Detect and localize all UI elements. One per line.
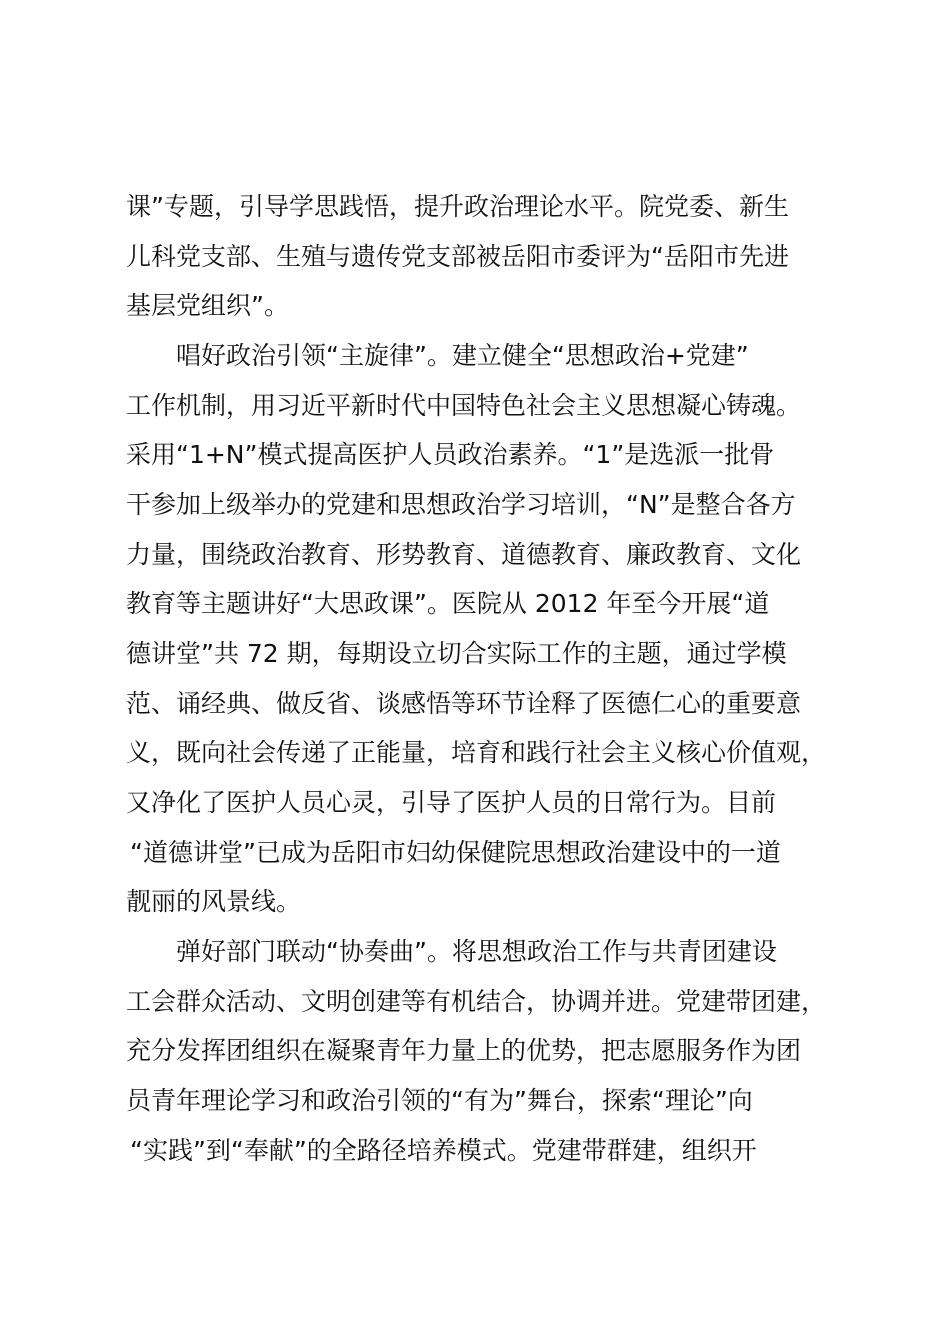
text-line: 采用“1+N”模式提高医护人员政治素养。“1”是选派一批骨: [126, 440, 775, 469]
text-line: 德讲堂”共 72 期，每期设立切合实际工作的主题，通过学模: [126, 639, 787, 668]
text-line: 工作机制，用习近平新时代中国特色社会主义思想凝心铸魂。: [126, 391, 802, 420]
text-line: 工会群众活动、文明创建等有机结合，协调并进。党建带团建，: [126, 987, 827, 1016]
text-line: 范、诵经典、做反省、谈感悟等环节诠释了医德仁心的重要意: [126, 689, 802, 718]
text-line: 基层党组织”。: [126, 291, 289, 320]
text-line: “道德讲堂”已成为岳阳市妇幼保健院思想政治建设中的一道: [130, 838, 781, 867]
text-line: 力量，围绕政治教育、形势教育、道德教育、廉政教育、文化: [126, 540, 802, 569]
text-line: 课”专题，引导学思践悟，提升政治理论水平。院党委、新生: [126, 192, 789, 221]
text-line: 又净化了医护人员心灵，引导了医护人员的日常行为。目前: [126, 788, 777, 817]
text-line: 义，既向社会传递了正能量，培育和践行社会主义核心价值观，: [126, 738, 827, 767]
text-line: 充分发挥团组织在凝聚青年力量上的优势，把志愿服务作为团: [126, 1036, 802, 1065]
paragraph-start-line: 弹好部门联动“协奏曲”。将思想政治工作与共青团建设: [176, 937, 777, 966]
text-line: 靓丽的风景线。: [126, 887, 302, 916]
text-line: 干参加上级举办的党建和思想政治学习培训，“N”是整合各方: [126, 490, 796, 519]
paragraph-start-line: 唱好政治引领“主旋律”。建立健全“思想政治+党建”: [176, 341, 749, 370]
text-line: 员青年理论学习和政治引领的“有为”舞台，探索“理论”向: [126, 1086, 753, 1115]
text-line: 教育等主题讲好“大思政课”。医院从 2012 年至今开展“道: [126, 589, 770, 618]
text-line: “实践”到“奉献”的全路径培养模式。党建带群建，组织开: [130, 1136, 757, 1165]
text-line: 儿科党支部、生殖与遗传党支部被岳阳市委评为“岳阳市先进: [126, 242, 789, 271]
